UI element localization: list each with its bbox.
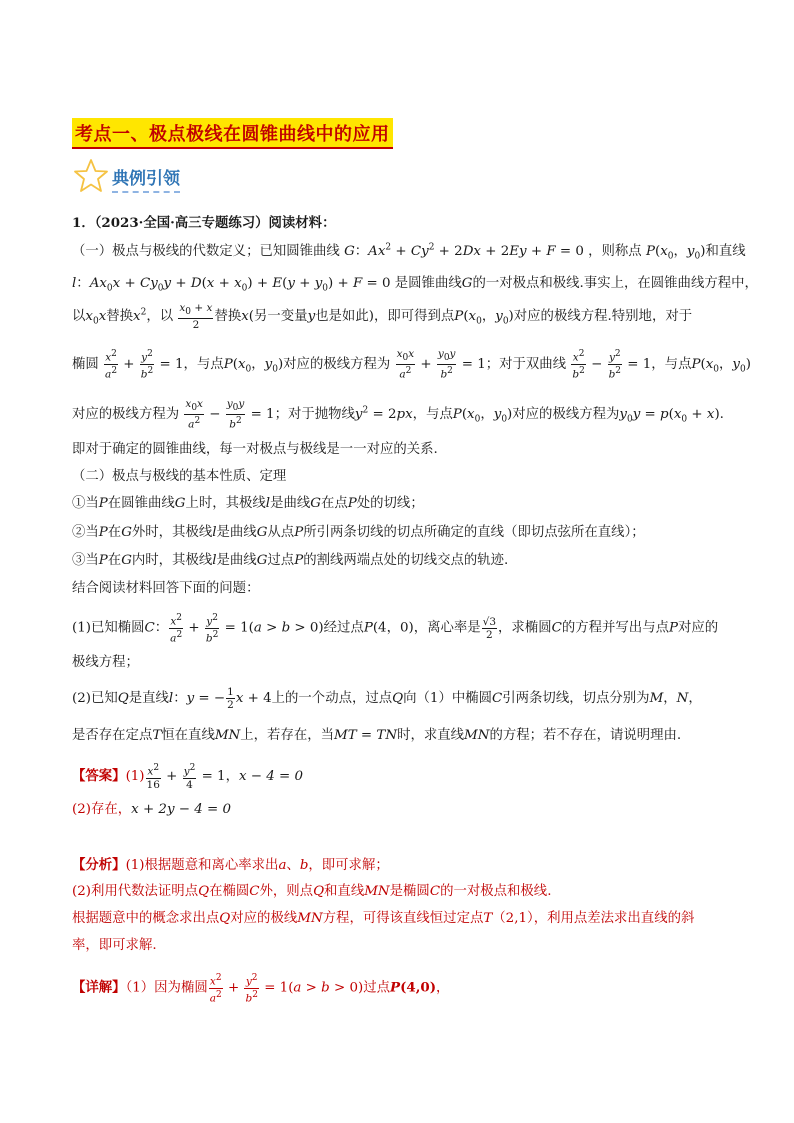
problem-part1-line6: 即对于确定的圆锥曲线，每一对极点与极线是一一对应的关系. xyxy=(72,442,438,457)
section-title: 考点一、极点极线在圆锥曲线中的应用 xyxy=(72,118,393,149)
property-1: ①当P在圆锥曲线G上时，其极线l是曲线G在点P处的切线； xyxy=(72,496,424,511)
question-1: (1)已知椭圆C： $\frac{x^2}{a^2}$ + $\frac{y^2}{b^2}$ = 1(a > b > 0)经过点P(4，0)，离心率是 $\frac{√3}{2}$ ，求椭圆C的方程并写出与点P对应的 xyxy=(72,613,719,644)
problem-part1-line1: （一）极点与极线的代数定义；已知圆锥曲线 G：$Ax^2 + Cy^2 + 2Dx + 2Ey + F = 0$ ，则称点 $P(x_0$，$y_0$)和直线 xyxy=(72,242,746,262)
question-2: (2)已知Q是直线l：y = − $\frac{1}{2}$ x + 4上的一个动点，过点Q向（1）中椭圆C引两条切线，切点分别为M，N， xyxy=(72,686,702,711)
question-2-line2: 是否存在定点T恒在直线MN上，若存在，当MT = TN时，求直线MN的方程；若不存在，请说明理由. xyxy=(72,728,682,743)
example-badge xyxy=(72,158,202,194)
detail-label: 【详解】 xyxy=(72,979,126,996)
problem-part1-line2: l：$Ax_0x + Cy_0y + D(x + x_0) + E(y + y_0) + F = 0$ 是圆锥曲线G的一对极点和极线.事实上，在圆锥曲线方程中， xyxy=(72,276,758,294)
property-2: ②当P在G外时，其极线l是曲线G从点P所引两条切线的切点所确定的直线（即切点弦所在直线）； xyxy=(72,525,645,540)
analysis-label: 【分析】 xyxy=(72,857,126,873)
answer-label: 【答案】 xyxy=(72,767,126,784)
example-label: 典例引领 xyxy=(112,164,180,193)
part2-heading: （二）极点与极线的基本性质、定理 xyxy=(72,469,287,484)
problem-source: 1．（2023·全国·高三专题练习）阅读材料： xyxy=(72,215,336,231)
star-icon xyxy=(72,158,110,194)
analysis-line4: 率，即可求解. xyxy=(72,938,157,953)
problem-part1-line4: 椭圆 $\frac{x^2}{a^2}$ + $\frac{y^2}{b^2}$ = 1，与点$P(x_0$，$y_0$)对应的极线方程为 $\frac{x_0x}{a^2}$ + $\frac{y_0y}{b^2}$ = 1；对于双曲线 $\frac{x^2}{b^2}$ − $\frac{y^2}{b^2}$ = 1，与点$P(x_0$，$y_0$) xyxy=(72,348,751,381)
answer-line1: 【答案】(1) $\frac{x^2}{16}$ + $\frac{y^2}{4}$ = 1，x − 4 = 0 xyxy=(72,763,304,791)
analysis-line2: (2)利用代数法证明点Q在椭圆C外，则点Q和直线MN是椭圆C的一对极点和极线. xyxy=(72,884,552,899)
combine-instruction: 结合阅读材料回答下面的问题： xyxy=(72,581,260,596)
problem-part1-line3: 以$x_0x$替换$x^2$，以 $\frac{x_0 + x}{2}$ 替换x(另一变量y也是如此)，即可得到点$P(x_0$，$y_0$)对应的极线方程.特别地，对于 xyxy=(72,302,693,332)
answer-line2: (2)存在，x + 2y − 4 = 0 xyxy=(72,802,232,817)
analysis-line3: 根据题意中的概念求出点Q对应的极线MN方程，可得该直线恒过定点T（2,1），利用点差法求出直线的斜 xyxy=(72,911,695,926)
detail-line1: 【详解】（1）因为椭圆 $\frac{x^2}{a^2}$ + $\frac{y^2}{b^2}$ = 1(a > b > 0)过点P(4,0)， xyxy=(72,973,450,1004)
question-1-line2: 极线方程； xyxy=(72,655,139,670)
part1-heading: （一）极点与极线的代数定义；已知圆锥曲线 xyxy=(72,244,340,259)
analysis-line1: 【分析】(1)根据题意和离心率求出a、b，即可求解； xyxy=(72,857,389,873)
problem-part1-line5: 对应的极线方程为 $\frac{x_0x}{a^2}$ − $\frac{y_0y}{b^2}$ = 1；对于抛物线$y^2 = 2px$，与点$P(x_0$，$y_0$)对应的极线方程为$y_0y = p(x_0 + x)$. xyxy=(72,398,724,431)
property-3: ③当P在G内时，其极线l是曲线G过点P的割线两端点处的切线交点的轨迹. xyxy=(72,553,509,568)
